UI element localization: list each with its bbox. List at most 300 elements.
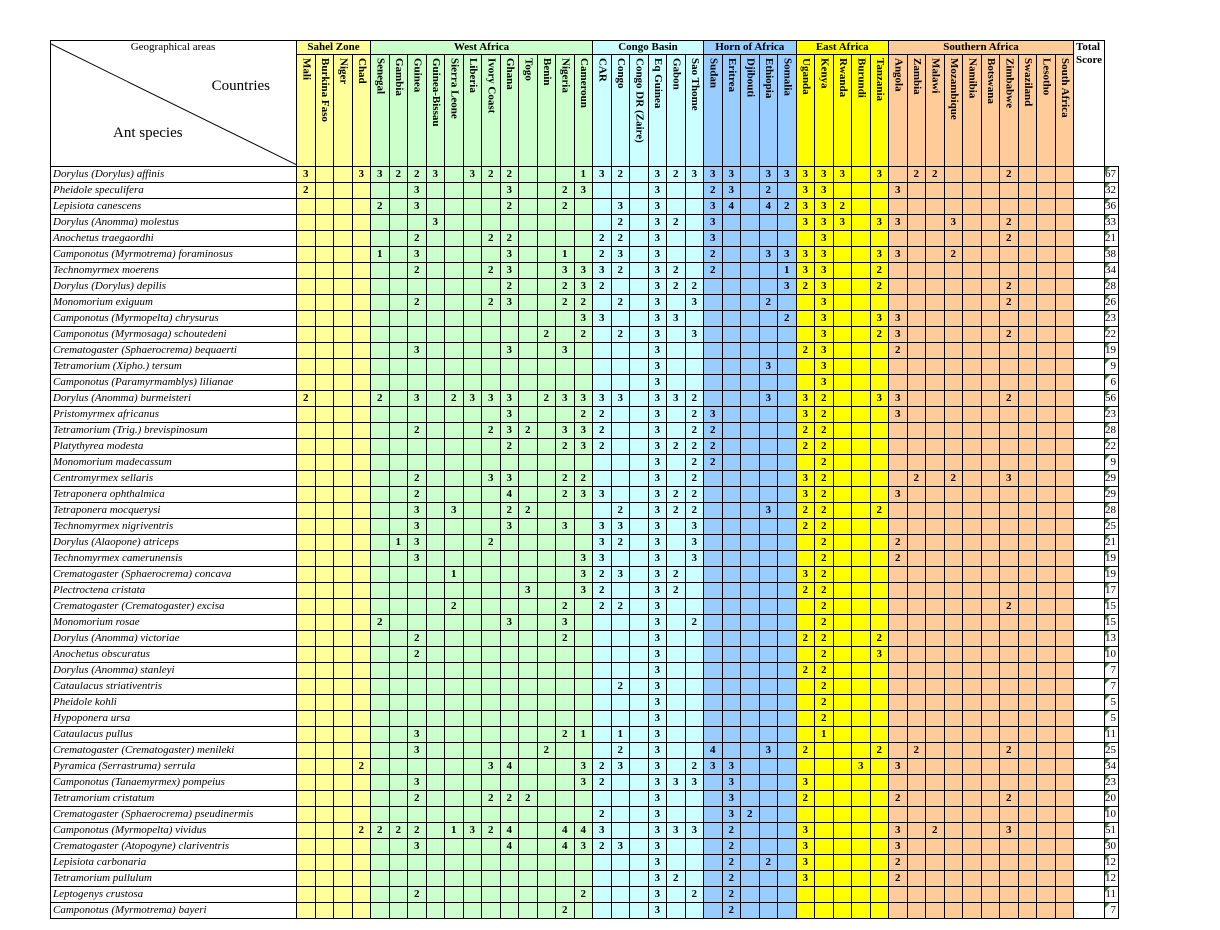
species-name: Lepisiota carbonaria bbox=[51, 855, 297, 871]
score-cell bbox=[463, 487, 482, 503]
score-cell bbox=[500, 807, 519, 823]
score-cell bbox=[907, 327, 926, 343]
score-cell bbox=[611, 647, 630, 663]
score-cell: 4 bbox=[574, 823, 593, 839]
score-cell bbox=[704, 295, 723, 311]
country-name: Djibouti bbox=[744, 58, 757, 98]
score-cell: 3 bbox=[648, 503, 667, 519]
score-cell bbox=[352, 423, 371, 439]
score-cell bbox=[574, 599, 593, 615]
table-row bbox=[51, 903, 1119, 919]
score-cell bbox=[685, 631, 704, 647]
score-cell bbox=[1018, 215, 1037, 231]
score-cell bbox=[537, 471, 556, 487]
score-cell bbox=[630, 519, 649, 535]
score-cell: 2 bbox=[815, 631, 834, 647]
score-cell bbox=[593, 855, 612, 871]
cell-marker-icon bbox=[1105, 215, 1110, 220]
score-cell: 2 bbox=[815, 599, 834, 615]
score-cell bbox=[741, 247, 760, 263]
score-cell: 2 bbox=[889, 791, 908, 807]
score-cell bbox=[1018, 279, 1037, 295]
score-cell bbox=[1055, 263, 1074, 279]
score-cell bbox=[833, 743, 852, 759]
score-cell bbox=[852, 199, 871, 215]
score-cell bbox=[741, 903, 760, 919]
score-cell bbox=[833, 183, 852, 199]
score-cell bbox=[944, 871, 963, 887]
score-cell bbox=[593, 743, 612, 759]
score-cell: 2 bbox=[667, 439, 686, 455]
score-cell bbox=[759, 759, 778, 775]
score-cell bbox=[371, 215, 390, 231]
score-cell bbox=[889, 647, 908, 663]
score-cell bbox=[796, 295, 815, 311]
total-score-value: 26 bbox=[1105, 296, 1116, 308]
score-cell bbox=[685, 375, 704, 391]
score-cell bbox=[963, 487, 982, 503]
score-cell bbox=[833, 359, 852, 375]
score-cell bbox=[1074, 743, 1105, 759]
total-score-value: 28 bbox=[1105, 504, 1116, 516]
score-cell: 2 bbox=[704, 183, 723, 199]
score-cell bbox=[926, 791, 945, 807]
score-cell bbox=[334, 551, 353, 567]
score-cell: 3 bbox=[408, 551, 427, 567]
cell-marker-icon bbox=[1105, 807, 1110, 812]
score-cell bbox=[778, 215, 797, 231]
score-cell bbox=[907, 439, 926, 455]
score-cell bbox=[334, 311, 353, 327]
score-cell: 2 bbox=[593, 775, 612, 791]
score-cell: 1 bbox=[445, 823, 464, 839]
score-cell: 3 bbox=[685, 551, 704, 567]
score-cell bbox=[759, 663, 778, 679]
score-cell: 2 bbox=[685, 279, 704, 295]
score-cell bbox=[889, 295, 908, 311]
score-cell bbox=[371, 791, 390, 807]
score-cell bbox=[500, 535, 519, 551]
score-cell bbox=[408, 855, 427, 871]
score-cell bbox=[778, 519, 797, 535]
score-cell bbox=[778, 823, 797, 839]
score-cell: 2 bbox=[815, 551, 834, 567]
score-cell bbox=[463, 791, 482, 807]
country-header bbox=[593, 55, 612, 167]
country-header bbox=[1055, 55, 1074, 167]
score-cell: 2 bbox=[815, 423, 834, 439]
score-cell bbox=[519, 279, 538, 295]
score-cell bbox=[907, 455, 926, 471]
score-cell bbox=[482, 519, 501, 535]
score-cell bbox=[611, 455, 630, 471]
score-cell bbox=[870, 455, 889, 471]
score-cell bbox=[556, 535, 575, 551]
score-cell bbox=[981, 903, 1000, 919]
score-cell bbox=[630, 887, 649, 903]
score-cell bbox=[463, 743, 482, 759]
score-cell bbox=[574, 663, 593, 679]
score-cell bbox=[519, 519, 538, 535]
score-cell bbox=[445, 855, 464, 871]
score-cell: 3 bbox=[815, 343, 834, 359]
score-cell bbox=[574, 231, 593, 247]
score-cell: 3 bbox=[611, 391, 630, 407]
score-cell bbox=[315, 311, 334, 327]
score-cell: 3 bbox=[500, 295, 519, 311]
score-cell bbox=[741, 679, 760, 695]
score-cell bbox=[334, 359, 353, 375]
score-cell bbox=[537, 695, 556, 711]
score-cell bbox=[981, 391, 1000, 407]
score-cell bbox=[297, 839, 316, 855]
score-cell bbox=[981, 279, 1000, 295]
total-score-cell bbox=[1105, 583, 1119, 599]
score-cell bbox=[519, 247, 538, 263]
score-cell bbox=[963, 727, 982, 743]
cell-marker-icon bbox=[1105, 647, 1110, 652]
score-cell bbox=[870, 535, 889, 551]
score-cell bbox=[463, 247, 482, 263]
score-cell bbox=[537, 647, 556, 663]
score-cell bbox=[408, 439, 427, 455]
score-cell: 3 bbox=[408, 775, 427, 791]
score-cell bbox=[463, 263, 482, 279]
score-cell bbox=[352, 455, 371, 471]
score-cell bbox=[926, 839, 945, 855]
score-cell bbox=[537, 311, 556, 327]
score-cell bbox=[1000, 583, 1019, 599]
score-cell bbox=[833, 839, 852, 855]
score-cell bbox=[297, 311, 316, 327]
score-cell: 3 bbox=[796, 487, 815, 503]
score-cell bbox=[574, 647, 593, 663]
species-name: Dorylus (Anomma) burmeisteri bbox=[51, 391, 297, 407]
score-cell: 3 bbox=[408, 199, 427, 215]
score-cell bbox=[870, 887, 889, 903]
score-cell: 3 bbox=[574, 487, 593, 503]
score-cell bbox=[334, 167, 353, 183]
score-cell bbox=[334, 871, 353, 887]
score-cell bbox=[463, 599, 482, 615]
score-cell bbox=[1018, 615, 1037, 631]
total-score-cell bbox=[1105, 519, 1119, 535]
total-score-value: 21 bbox=[1105, 232, 1116, 244]
score-cell bbox=[1055, 695, 1074, 711]
score-cell: 3 bbox=[574, 279, 593, 295]
score-cell bbox=[833, 583, 852, 599]
score-cell bbox=[630, 279, 649, 295]
score-cell: 3 bbox=[815, 199, 834, 215]
score-cell bbox=[389, 231, 408, 247]
cell-marker-icon bbox=[1105, 663, 1110, 668]
score-cell bbox=[315, 871, 334, 887]
score-cell bbox=[297, 807, 316, 823]
score-cell bbox=[519, 839, 538, 855]
score-cell bbox=[796, 551, 815, 567]
score-cell bbox=[926, 647, 945, 663]
score-cell: 2 bbox=[815, 407, 834, 423]
total-score-cell bbox=[1105, 455, 1119, 471]
score-cell bbox=[926, 743, 945, 759]
total-score-cell bbox=[1105, 503, 1119, 519]
score-cell: 1 bbox=[815, 727, 834, 743]
score-cell bbox=[297, 487, 316, 503]
score-cell bbox=[445, 679, 464, 695]
score-cell bbox=[463, 535, 482, 551]
score-cell bbox=[704, 887, 723, 903]
score-cell bbox=[1018, 471, 1037, 487]
score-cell bbox=[926, 263, 945, 279]
score-cell bbox=[593, 183, 612, 199]
species-name: Crematogaster (Sphaerocrema) concava bbox=[51, 567, 297, 583]
score-cell bbox=[389, 519, 408, 535]
score-cell bbox=[944, 183, 963, 199]
score-cell bbox=[445, 487, 464, 503]
score-cell bbox=[741, 871, 760, 887]
score-cell bbox=[537, 583, 556, 599]
score-cell bbox=[870, 583, 889, 599]
total-score-value: 30 bbox=[1105, 840, 1116, 852]
score-cell bbox=[833, 295, 852, 311]
score-cell: 3 bbox=[593, 519, 612, 535]
score-cell bbox=[445, 759, 464, 775]
score-cell bbox=[1074, 263, 1105, 279]
score-cell bbox=[796, 727, 815, 743]
score-cell bbox=[1018, 839, 1037, 855]
total-score-cell bbox=[1105, 871, 1119, 887]
score-cell bbox=[926, 215, 945, 231]
score-cell bbox=[907, 343, 926, 359]
score-cell bbox=[907, 247, 926, 263]
score-cell bbox=[778, 679, 797, 695]
score-cell bbox=[1018, 903, 1037, 919]
country-header bbox=[944, 55, 963, 167]
score-cell: 2 bbox=[500, 279, 519, 295]
score-cell: 2 bbox=[685, 439, 704, 455]
score-cell bbox=[907, 663, 926, 679]
score-cell bbox=[352, 599, 371, 615]
score-cell bbox=[815, 823, 834, 839]
species-name: Hypoponera ursa bbox=[51, 711, 297, 727]
score-cell bbox=[537, 343, 556, 359]
score-cell bbox=[704, 711, 723, 727]
score-cell bbox=[833, 567, 852, 583]
score-cell bbox=[389, 727, 408, 743]
score-cell bbox=[519, 871, 538, 887]
score-cell: 2 bbox=[759, 855, 778, 871]
score-cell bbox=[371, 631, 390, 647]
score-cell: 2 bbox=[352, 759, 371, 775]
country-name: Namibia bbox=[966, 58, 979, 99]
score-cell bbox=[537, 247, 556, 263]
score-cell bbox=[426, 423, 445, 439]
score-cell bbox=[778, 631, 797, 647]
score-cell: 2 bbox=[408, 295, 427, 311]
score-cell bbox=[408, 215, 427, 231]
score-cell: 3 bbox=[889, 407, 908, 423]
score-cell bbox=[907, 279, 926, 295]
score-cell: 2 bbox=[537, 391, 556, 407]
country-name: Mozambique bbox=[947, 58, 960, 120]
score-cell bbox=[537, 407, 556, 423]
score-cell bbox=[426, 503, 445, 519]
score-cell bbox=[944, 439, 963, 455]
score-cell: 2 bbox=[926, 167, 945, 183]
score-cell: 2 bbox=[685, 471, 704, 487]
score-cell bbox=[981, 663, 1000, 679]
score-cell bbox=[371, 279, 390, 295]
score-cell: 3 bbox=[408, 247, 427, 263]
score-cell bbox=[944, 647, 963, 663]
score-cell bbox=[778, 775, 797, 791]
score-cell bbox=[408, 663, 427, 679]
score-cell bbox=[482, 567, 501, 583]
score-cell: 3 bbox=[889, 311, 908, 327]
score-cell bbox=[944, 407, 963, 423]
score-cell: 3 bbox=[889, 215, 908, 231]
score-cell bbox=[297, 727, 316, 743]
score-cell bbox=[1055, 647, 1074, 663]
score-cell bbox=[833, 663, 852, 679]
score-cell: 2 bbox=[482, 295, 501, 311]
score-cell bbox=[907, 199, 926, 215]
score-cell bbox=[963, 823, 982, 839]
score-cell: 3 bbox=[500, 391, 519, 407]
score-cell bbox=[519, 359, 538, 375]
score-cell bbox=[463, 183, 482, 199]
score-cell bbox=[926, 695, 945, 711]
score-cell bbox=[371, 599, 390, 615]
score-cell bbox=[870, 567, 889, 583]
score-cell bbox=[482, 647, 501, 663]
score-cell bbox=[815, 903, 834, 919]
score-cell bbox=[500, 455, 519, 471]
country-header bbox=[315, 55, 334, 167]
score-cell bbox=[426, 551, 445, 567]
score-cell bbox=[907, 535, 926, 551]
score-cell bbox=[611, 615, 630, 631]
country-name: Congo bbox=[614, 58, 627, 89]
score-cell bbox=[315, 855, 334, 871]
score-cell bbox=[870, 343, 889, 359]
score-cell bbox=[463, 407, 482, 423]
score-cell bbox=[1037, 871, 1056, 887]
total-score-cell bbox=[1105, 743, 1119, 759]
total-score-cell bbox=[1105, 535, 1119, 551]
country-header bbox=[796, 55, 815, 167]
score-cell bbox=[315, 727, 334, 743]
score-cell bbox=[722, 615, 741, 631]
score-cell bbox=[445, 663, 464, 679]
score-cell bbox=[519, 743, 538, 759]
species-name: Centromyrmex sellaris bbox=[51, 471, 297, 487]
score-cell bbox=[445, 455, 464, 471]
score-cell bbox=[519, 551, 538, 567]
score-cell bbox=[537, 279, 556, 295]
score-cell: 3 bbox=[482, 759, 501, 775]
table-row bbox=[51, 743, 1119, 759]
score-cell bbox=[778, 791, 797, 807]
score-cell bbox=[500, 551, 519, 567]
table-row bbox=[51, 231, 1119, 247]
score-cell: 2 bbox=[593, 279, 612, 295]
score-cell bbox=[963, 183, 982, 199]
score-cell bbox=[371, 647, 390, 663]
species-name: Camponotus (Myrmotrema) foraminosus bbox=[51, 247, 297, 263]
score-cell bbox=[1037, 775, 1056, 791]
score-cell bbox=[852, 839, 871, 855]
score-cell bbox=[870, 711, 889, 727]
score-cell bbox=[852, 887, 871, 903]
score-cell: 3 bbox=[574, 263, 593, 279]
score-cell bbox=[297, 551, 316, 567]
cell-marker-icon bbox=[1105, 903, 1110, 908]
score-cell bbox=[907, 263, 926, 279]
score-cell bbox=[759, 487, 778, 503]
score-cell bbox=[1055, 743, 1074, 759]
score-cell bbox=[519, 375, 538, 391]
total-score-value: 29 bbox=[1105, 472, 1116, 484]
score-cell bbox=[389, 631, 408, 647]
score-cell: 3 bbox=[815, 231, 834, 247]
score-cell bbox=[722, 711, 741, 727]
score-cell bbox=[704, 359, 723, 375]
score-cell bbox=[981, 199, 1000, 215]
score-cell bbox=[1055, 839, 1074, 855]
score-cell bbox=[944, 599, 963, 615]
score-cell bbox=[741, 599, 760, 615]
score-cell bbox=[537, 807, 556, 823]
score-cell: 3 bbox=[815, 215, 834, 231]
score-cell bbox=[907, 583, 926, 599]
score-cell bbox=[1074, 535, 1105, 551]
score-cell bbox=[759, 615, 778, 631]
score-cell bbox=[704, 471, 723, 487]
score-cell bbox=[1018, 711, 1037, 727]
species-name: Leptogenys crustosa bbox=[51, 887, 297, 903]
score-cell bbox=[445, 167, 464, 183]
score-cell bbox=[944, 791, 963, 807]
score-cell bbox=[371, 695, 390, 711]
cell-marker-icon bbox=[1105, 247, 1110, 252]
score-cell bbox=[796, 759, 815, 775]
country-name: Sao Thome bbox=[688, 58, 701, 111]
score-cell bbox=[1018, 487, 1037, 503]
score-cell bbox=[852, 263, 871, 279]
score-cell bbox=[870, 695, 889, 711]
score-cell bbox=[833, 887, 852, 903]
total-score-cell bbox=[1105, 567, 1119, 583]
score-cell bbox=[463, 903, 482, 919]
score-cell bbox=[796, 903, 815, 919]
score-cell: 2 bbox=[482, 423, 501, 439]
score-cell bbox=[389, 615, 408, 631]
score-cell bbox=[667, 727, 686, 743]
score-cell: 2 bbox=[815, 391, 834, 407]
score-cell bbox=[926, 807, 945, 823]
species-name: Cataulacus striativentris bbox=[51, 679, 297, 695]
score-cell bbox=[334, 567, 353, 583]
score-cell bbox=[704, 375, 723, 391]
score-cell bbox=[981, 599, 1000, 615]
score-cell bbox=[907, 231, 926, 247]
score-cell bbox=[426, 263, 445, 279]
score-cell bbox=[537, 855, 556, 871]
cell-marker-icon bbox=[1105, 551, 1110, 556]
score-cell bbox=[519, 455, 538, 471]
score-cell bbox=[889, 615, 908, 631]
